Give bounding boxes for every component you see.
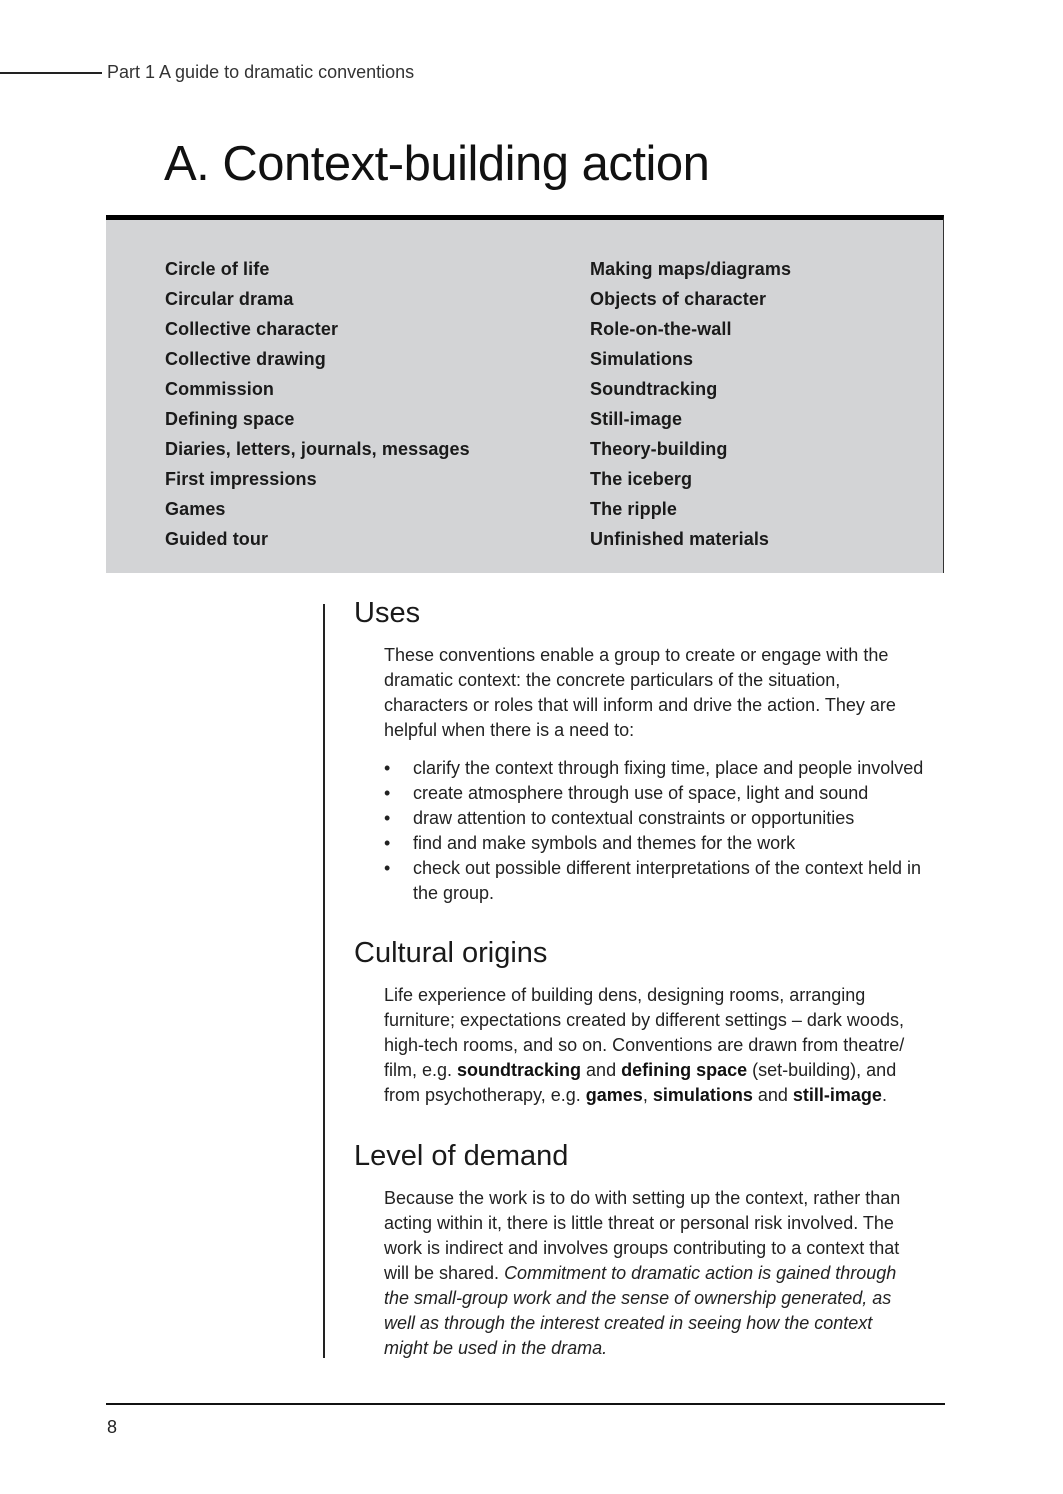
uses-intro: These conventions enable a group to create or engage with the dramatic context: the concrete particulars of the situation, characters or roles that will inform and drive the action. They are helpful when there is a need to: xyxy=(384,645,896,740)
bullet-icon: • xyxy=(384,783,391,803)
convention-item: Commission xyxy=(165,379,275,399)
text: and xyxy=(752,1085,793,1105)
text: . xyxy=(881,1085,887,1105)
footer-rule xyxy=(106,1403,945,1405)
bullet-text: find and make symbols and themes for the work xyxy=(413,833,796,853)
page-title: A. Context-building action xyxy=(164,137,710,191)
section-rule xyxy=(323,604,325,1358)
convention-item: Circular drama xyxy=(165,289,294,309)
uses-heading: Uses xyxy=(354,597,421,629)
convention-item: Collective character xyxy=(165,319,339,339)
running-header: Part 1 A guide to dramatic conventions xyxy=(107,62,415,82)
level-of-demand-heading: Level of demand xyxy=(354,1140,569,1172)
convention-item: Theory-building xyxy=(590,439,728,459)
convention-item: Soundtracking xyxy=(590,379,718,399)
text: (set-building), and from psychotherapy, e.g. xyxy=(384,1060,897,1105)
convention-item: Still-image xyxy=(590,409,683,429)
bullet-icon: • xyxy=(384,858,391,878)
bullet-icon: • xyxy=(384,808,391,828)
convention-item: Simulations xyxy=(590,349,694,369)
page-number: 8 xyxy=(107,1417,118,1437)
convention-item: Defining space xyxy=(165,409,295,429)
convention-item: First impressions xyxy=(165,469,317,489)
convention-item: Games xyxy=(165,499,226,519)
bold-term: defining space xyxy=(621,1060,748,1080)
text: Because the work is to do with setting up the context, rather than acting within it, there is little threat or personal risk involved. The work is indirect and involves groups contributing to a context that will be shared. xyxy=(384,1188,901,1283)
uses-bullet-list xyxy=(384,756,944,906)
bullet-item xyxy=(384,756,944,781)
bold-term: still-image xyxy=(792,1085,882,1105)
conventions-right-column xyxy=(590,254,791,554)
header-rule xyxy=(0,72,102,74)
text: Life experience of building dens, designing rooms, arranging furniture; expectations created by different settings – dark woods, high-tech rooms, and so on. Conventions are drawn from theatre/ film, e.g. xyxy=(384,985,905,1080)
convention-item: Unfinished materials xyxy=(590,529,770,549)
convention-item: The iceberg xyxy=(590,469,693,489)
convention-item: Guided tour xyxy=(165,529,269,549)
bullet-icon: • xyxy=(384,758,391,778)
cultural-origins-heading: Cultural origins xyxy=(354,937,548,969)
convention-item: The ripple xyxy=(590,499,678,519)
convention-item: Circle of life xyxy=(165,259,270,279)
bullet-text: check out possible different interpretations of the context held in the group. xyxy=(413,858,921,903)
bullet-item xyxy=(384,856,944,906)
bullet-text: draw attention to contextual constraints or opportunities xyxy=(413,808,855,828)
convention-item: Diaries, letters, journals, messages xyxy=(165,439,470,459)
conventions-box xyxy=(106,215,944,573)
convention-item: Role-on-the-wall xyxy=(590,319,732,339)
convention-item: Making maps/diagrams xyxy=(590,259,792,279)
level-of-demand-text xyxy=(384,1186,919,1361)
bullet-text: clarify the context through fixing time, place and people involved xyxy=(413,758,924,778)
convention-item: Objects of character xyxy=(590,289,767,309)
convention-item: Collective drawing xyxy=(165,349,326,369)
bullet-item xyxy=(384,806,944,831)
text: , xyxy=(642,1085,653,1105)
bold-term: simulations xyxy=(652,1085,753,1105)
text: and xyxy=(581,1060,622,1080)
bullet-item xyxy=(384,781,944,806)
bold-term: games xyxy=(585,1085,643,1105)
cultural-origins-text xyxy=(384,983,919,1108)
italic-text: Commitment to dramatic action is gained through the small-group work and the sense of ownership generated, as well as through the interest created in seeing how the context might be used in the drama. xyxy=(384,1263,897,1358)
bullet-text: create atmosphere through use of space, light and sound xyxy=(413,783,869,803)
bold-term: soundtracking xyxy=(457,1060,582,1080)
bullet-item xyxy=(384,831,944,856)
bullet-icon: • xyxy=(384,833,391,853)
conventions-left-column xyxy=(165,254,470,554)
